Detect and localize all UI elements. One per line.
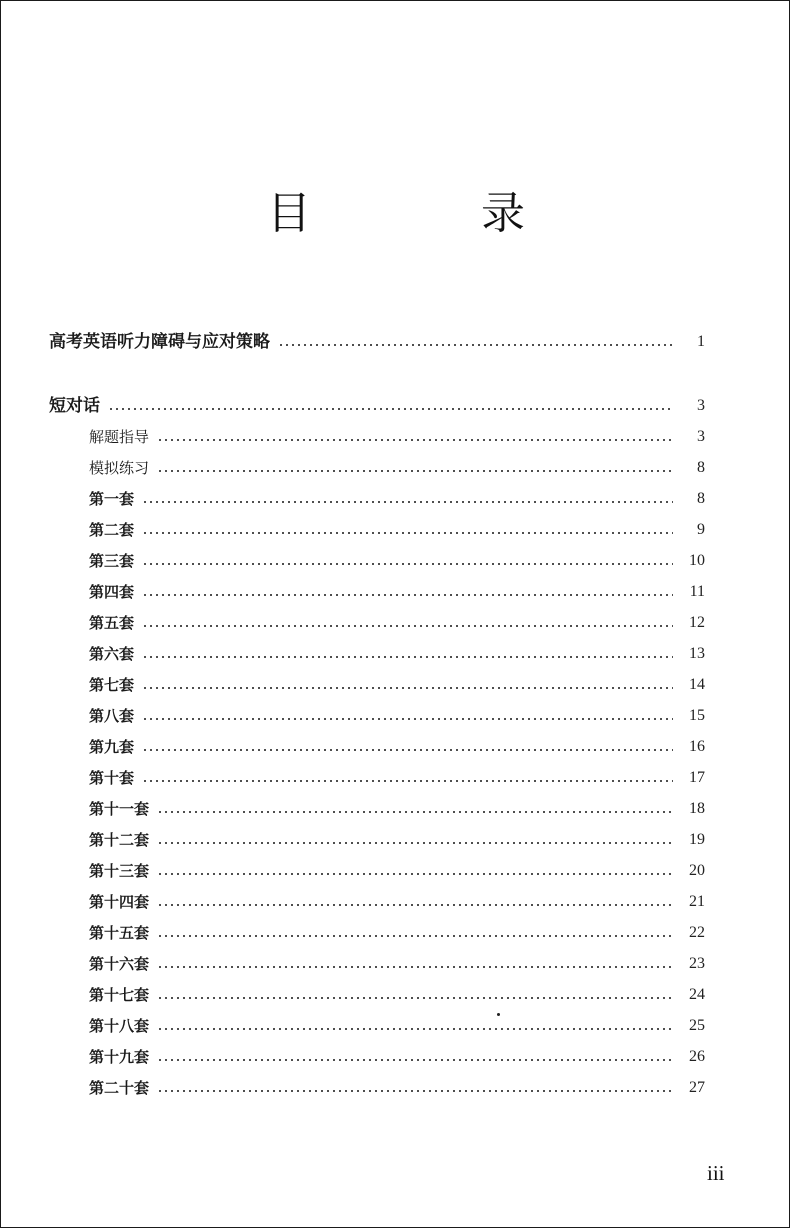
toc-entry[interactable]	[1, 887, 790, 913]
toc-entry-label: 第九套	[89, 738, 135, 756]
toc-entry-label: 第十八套	[89, 1017, 150, 1035]
toc-entry-page: 16	[689, 738, 705, 755]
toc-entry-page: 18	[689, 800, 705, 817]
toc-entry[interactable]	[1, 546, 790, 572]
dot-leader	[157, 903, 673, 907]
toc-entry-page: 20	[689, 862, 705, 879]
toc-entry-page: 13	[689, 645, 705, 662]
toc-entry[interactable]	[1, 577, 790, 603]
toc-entry-page: 19	[689, 831, 705, 848]
toc-entry-page: 15	[689, 707, 705, 724]
toc-entry-page: 10	[689, 552, 705, 569]
toc-entry-page: 22	[689, 924, 705, 941]
dot-leader	[278, 343, 673, 347]
toc-entry[interactable]	[1, 484, 790, 510]
dot-leader	[157, 469, 673, 473]
dot-leader	[142, 686, 673, 690]
toc-entry-page: 9	[697, 521, 705, 538]
dot-leader	[157, 1027, 673, 1031]
toc-entry[interactable]	[1, 453, 790, 479]
toc-entry-label: 解题指导	[89, 428, 150, 446]
toc-entry[interactable]	[1, 763, 790, 789]
dot-leader	[142, 717, 673, 721]
dot-leader	[157, 841, 673, 845]
toc-entry[interactable]	[1, 422, 790, 448]
toc-entry[interactable]	[1, 949, 790, 975]
toc-entry-label: 第十六套	[89, 955, 150, 973]
toc-entry-label: 第四套	[89, 583, 135, 601]
dot-leader	[157, 1089, 673, 1093]
toc-entry-label: 第十三套	[89, 862, 150, 880]
toc-entry[interactable]	[1, 825, 790, 851]
toc-entry-page: 24	[689, 986, 705, 1003]
dot-leader	[157, 872, 673, 876]
toc-entry[interactable]	[1, 732, 790, 758]
toc-entry-page: 23	[689, 955, 705, 972]
toc-entry-label: 第八套	[89, 707, 135, 725]
toc-entry[interactable]	[1, 1073, 790, 1099]
toc-entry-page: 8	[697, 459, 705, 476]
dot-leader	[142, 531, 673, 535]
toc-entry-page: 3	[697, 397, 705, 414]
toc-entry-page: 12	[689, 614, 705, 631]
toc-entry-page: 21	[689, 893, 705, 910]
toc-entry-page: 11	[689, 583, 705, 600]
toc-entry-label: 第二十套	[89, 1079, 150, 1097]
toc-entry[interactable]	[1, 856, 790, 882]
toc-entry-label: 第十一套	[89, 800, 150, 818]
dot-leader	[142, 655, 673, 659]
toc-entry[interactable]	[1, 1011, 790, 1037]
toc-entry-page: 8	[697, 490, 705, 507]
toc-entry[interactable]	[1, 794, 790, 820]
toc-entry-label: 第六套	[89, 645, 135, 663]
toc-entry[interactable]	[1, 1042, 790, 1068]
toc-entry[interactable]	[1, 701, 790, 727]
toc-entry[interactable]	[1, 327, 790, 353]
toc-entry-page: 3	[697, 428, 705, 445]
toc-entry[interactable]	[1, 918, 790, 944]
toc-entry[interactable]	[1, 391, 790, 417]
dot-leader	[142, 593, 673, 597]
toc-entry-label: 第十九套	[89, 1048, 150, 1066]
dot-leader	[157, 965, 673, 969]
toc-entry-page: 25	[689, 1017, 705, 1034]
dot-leader	[157, 438, 673, 442]
toc-entry-page: 27	[689, 1079, 705, 1096]
toc-entry[interactable]	[1, 608, 790, 634]
dot-leader	[157, 810, 673, 814]
toc-entry-label: 短对话	[49, 396, 100, 416]
dot-leader	[142, 562, 673, 566]
toc-entry-page: 1	[697, 333, 705, 350]
dot-leader	[142, 748, 673, 752]
page-title: 目 录	[267, 188, 603, 239]
page-number: iii	[707, 1161, 725, 1185]
toc-entry[interactable]	[1, 980, 790, 1006]
dot-leader	[108, 407, 673, 411]
toc-entry-label: 第二套	[89, 521, 135, 539]
dot-leader	[142, 779, 673, 783]
toc-entry-page: 14	[689, 676, 705, 693]
dot-leader	[157, 934, 673, 938]
toc-entry-page: 26	[689, 1048, 705, 1065]
dot-leader	[157, 1058, 673, 1062]
toc-entry[interactable]	[1, 515, 790, 541]
toc-entry-label: 第七套	[89, 676, 135, 694]
toc-entry-label: 第十套	[89, 769, 135, 787]
dot-leader	[142, 624, 673, 628]
toc-entry-label: 第十二套	[89, 831, 150, 849]
toc-entry[interactable]	[1, 639, 790, 665]
toc-entry[interactable]	[1, 670, 790, 696]
toc-entry-label: 第五套	[89, 614, 135, 632]
toc-entry-label: 第十四套	[89, 893, 150, 911]
toc-entry-page: 17	[689, 769, 705, 786]
toc-entry-label: 第十五套	[89, 924, 150, 942]
toc-entry-label: 第一套	[89, 490, 135, 508]
toc-entry-label: 第十七套	[89, 986, 150, 1004]
toc-entry-label: 模拟练习	[89, 459, 150, 477]
toc-entry-label: 第三套	[89, 552, 135, 570]
toc-entry-label: 高考英语听力障碍与应对策略	[49, 332, 270, 352]
print-speck	[497, 1013, 500, 1016]
dot-leader	[157, 996, 673, 1000]
dot-leader	[142, 500, 673, 504]
